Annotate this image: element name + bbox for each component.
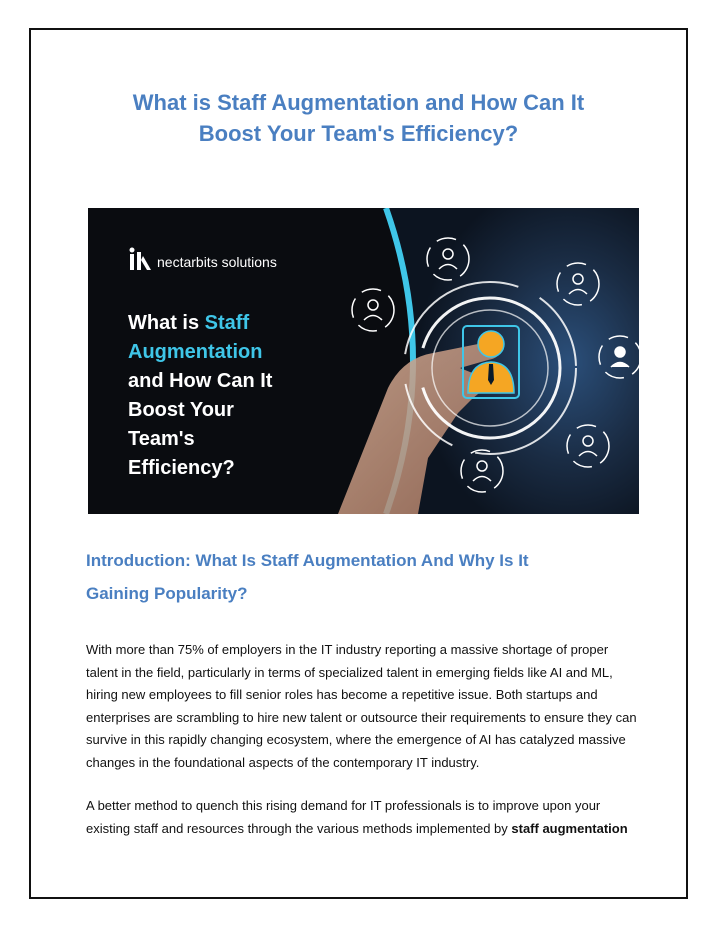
- second-paragraph: [86, 795, 656, 840]
- paragraph-line: With more than 75% of employers in the IT industry reporting a massive shortage of proper: [86, 642, 609, 657]
- document-page: [29, 28, 688, 899]
- headline-line-2: Augmentation: [128, 341, 263, 363]
- intro-heading-line-1: Introduction: What Is Staff Augmentation And Why Is It: [86, 551, 529, 570]
- intro-heading: [86, 544, 646, 610]
- paragraph-line: survive in this rapidly changing ecosystem, where the emergence of AI has catalyzed massive: [86, 732, 626, 747]
- staff-augmentation-emphasis: staff augmentation: [511, 820, 628, 836]
- headline-line-1-accent: Staff: [204, 312, 250, 334]
- headline-line-4: Boost Your: [128, 399, 234, 421]
- headline-line-3: and How Can It: [128, 370, 273, 392]
- title-line-1: What is Staff Augmentation and How Can It: [132, 90, 585, 115]
- headline-line-5: Team's: [128, 428, 195, 450]
- banner-graphic: [88, 208, 639, 514]
- paragraph-line: A better method to quench this rising demand for IT professionals is to improve upon your: [86, 798, 601, 813]
- brand-name: nectarbits solutions: [157, 254, 277, 270]
- paragraph-line: talent in the field, particularly in terms of specialized talent in emerging fields like AI and ML,: [86, 664, 613, 680]
- paragraph-line: [86, 818, 656, 841]
- paragraph-line: hiring new employees to fill senior roles has become a repetitive issue. Both startups and: [86, 687, 598, 702]
- title-line-2: Boost Your Team's Efficiency?: [198, 121, 519, 146]
- hero-banner-image: [88, 208, 639, 514]
- paragraph-line: changes in the foundational aspects of the contemporary IT industry.: [86, 754, 480, 770]
- paragraph-line: enterprises are scrambling to hire new talent or outsource their requirements to ensure they can: [86, 709, 637, 725]
- headline-line-1-plain: What is: [128, 312, 205, 334]
- paragraph-text: existing staff and resources through the various methods implemented by: [86, 820, 512, 836]
- document-title: [31, 87, 686, 149]
- headline-line-6: Efficiency?: [128, 457, 235, 479]
- svg-text:What is Staff: [128, 312, 249, 334]
- intro-heading-line-2: Gaining Popularity?: [86, 584, 248, 603]
- intro-paragraph: [86, 639, 656, 774]
